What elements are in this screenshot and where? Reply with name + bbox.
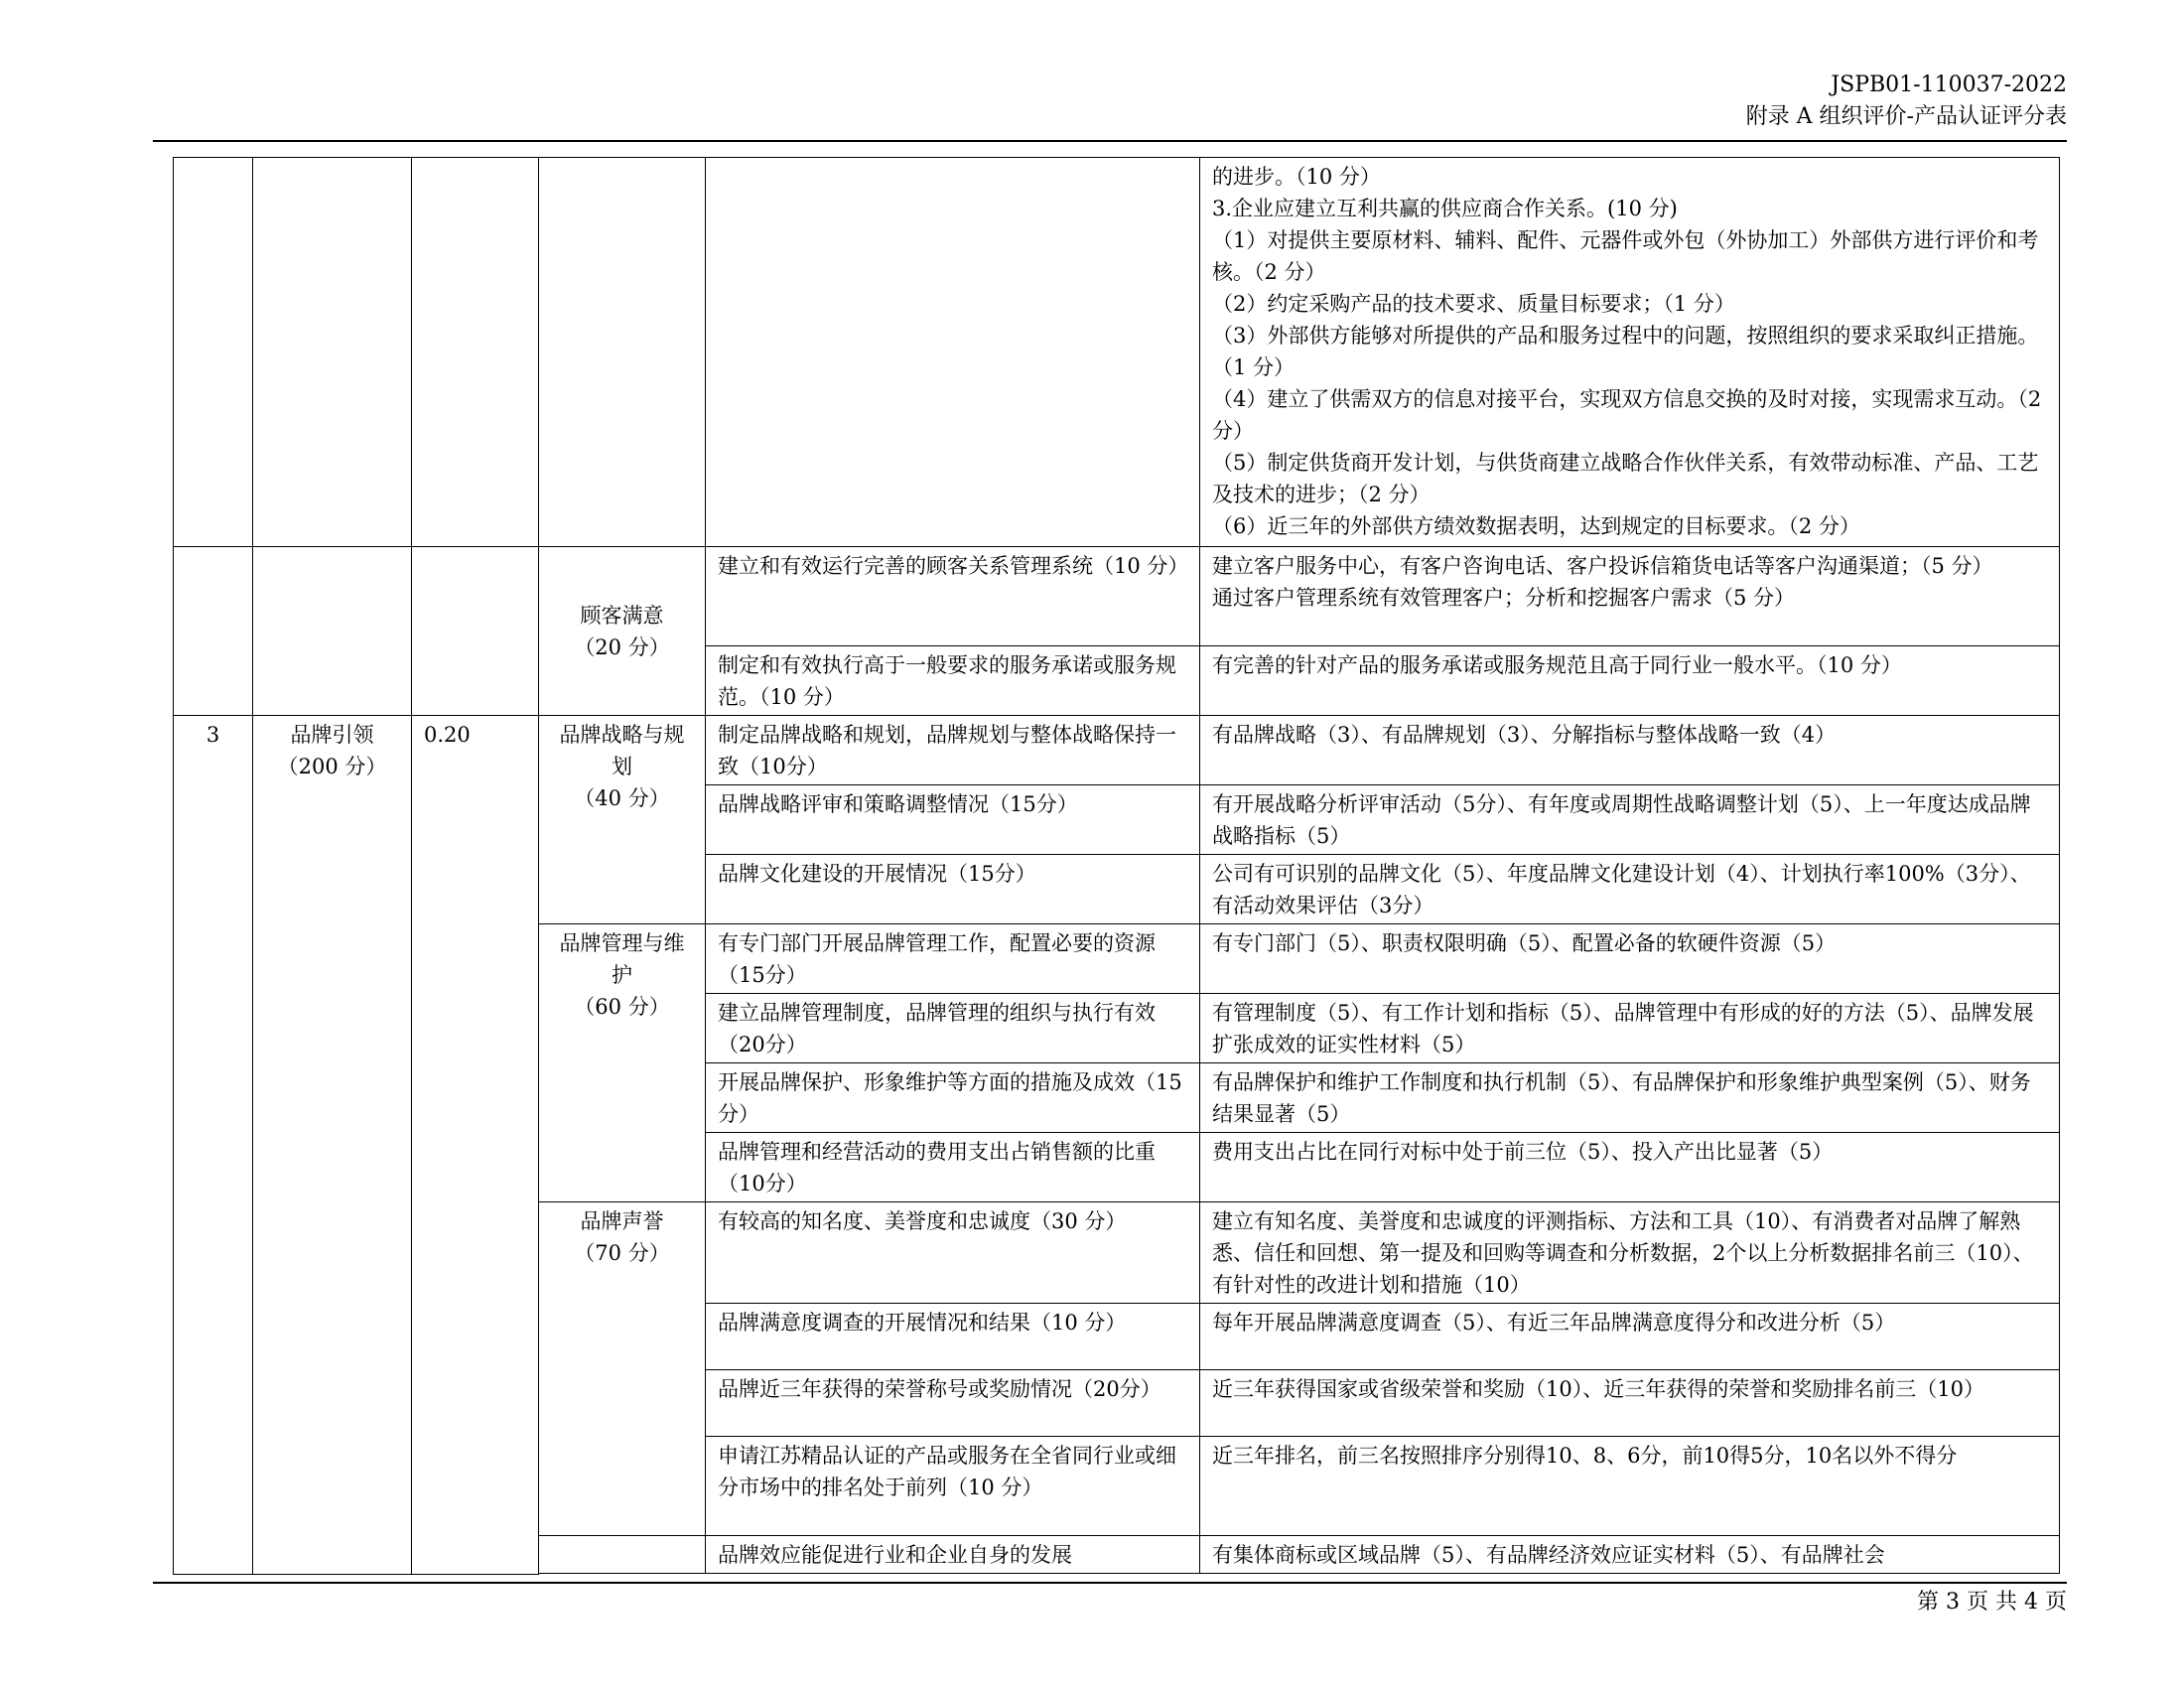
appendix-title: 附录 A 组织评价-产品认证评分表	[1745, 104, 2067, 129]
requirement-cell: 制定和有效执行高于一般要求的服务承诺或服务规范。（10 分）	[706, 646, 1200, 716]
item-cell-customer-satisfaction	[539, 547, 706, 716]
requirement-cell: 品牌效应能促进行业和企业自身的发展	[706, 1536, 1200, 1574]
criteria-cell: 有品牌保护和维护工作制度和执行机制（5）、有品牌保护和形象维护典型案例（5）、财务结果显著（5）	[1200, 1063, 2060, 1133]
weight-cell	[412, 158, 539, 547]
table-row	[174, 158, 2060, 547]
criteria-cell: 近三年获得国家或省级荣誉和奖励（10）、近三年获得的荣誉和奖励排名前三（10）	[1200, 1370, 2060, 1437]
item-score: （40 分）	[574, 786, 670, 810]
criteria-cell: 有专门部门（5）、职责权限明确（5）、配置必备的软硬件资源（5）	[1200, 924, 2060, 994]
criteria-cell: 近三年排名，前三名按照排序分别得10、8、6分，前10得5分，10名以外不得分	[1200, 1437, 2060, 1536]
item-name: 品牌管理与维护	[559, 931, 685, 987]
criteria-line: （1）对提供主要原材料、辅料、配件、元器件或外包（外协加工）外部供方进行评价和考核。（2 分）	[1212, 228, 2039, 284]
document-code: JSPB01-110037-2022	[1831, 72, 2067, 97]
requirement-cell: 品牌管理和经营活动的费用支出占销售额的比重（10分）	[706, 1133, 1200, 1202]
requirement-cell: 有较高的知名度、美誉度和忠诚度（30 分）	[706, 1202, 1200, 1304]
item-name: 顾客满意	[580, 604, 664, 628]
item-score: （20 分）	[574, 635, 670, 659]
requirement-cell: 品牌文化建设的开展情况（15分）	[706, 855, 1200, 924]
scoring-table	[173, 157, 2060, 1575]
requirement-cell: 建立品牌管理制度，品牌管理的组织与执行有效（20分）	[706, 994, 1200, 1063]
item-cell-brand-strategy	[539, 716, 706, 924]
criteria-line: （3）外部供方能够对所提供的产品和服务过程中的问题，按照组织的要求采取纠正措施。（1 分）	[1212, 324, 2039, 379]
footer-rule	[153, 1582, 2067, 1584]
criteria-cell: 建立有知名度、美誉度和忠诚度的评测指标、方法和工具（10）、有消费者对品牌了解熟悉、信任和回想、第一提及和回购等调查和分析数据，2个以上分析数据排名前三（10）、有针对性的改进计划和措施（10）	[1200, 1202, 2060, 1304]
no-cell	[174, 158, 253, 547]
criteria-line: 建立客户服务中心，有客户咨询电话、客户投诉信箱货电话等客户沟通渠道；（5 分）	[1212, 554, 1993, 578]
requirement-cell: 建立和有效运行完善的顾客关系管理系统（10 分）	[706, 547, 1200, 646]
criteria-cell	[1200, 158, 2060, 547]
item-score: （60 分）	[574, 995, 670, 1019]
weight-cell	[412, 547, 539, 716]
principle-cell	[253, 158, 412, 547]
item-name: 品牌声誉	[580, 1209, 664, 1233]
criteria-line: （5）制定供货商开发计划，与供货商建立战略合作伙伴关系，有效带动标准、产品、工艺及技术的进步；（2 分）	[1212, 451, 2039, 506]
criteria-line: （2）约定采购产品的技术要求、质量目标要求；（1 分）	[1212, 292, 1735, 316]
principle-name: 品牌引领	[290, 723, 374, 747]
spacer-cell	[539, 1574, 2060, 1575]
table-row	[174, 547, 2060, 646]
criteria-cell	[1200, 547, 2060, 646]
requirement-cell: 有专门部门开展品牌管理工作，配置必要的资源（15分）	[706, 924, 1200, 994]
item-cell-brand-management	[539, 924, 706, 1202]
criteria-line: （4）建立了供需双方的信息对接平台，实现双方信息交换的及时对接，实现需求互动。（2 分）	[1212, 387, 2042, 443]
no-cell	[174, 547, 253, 716]
requirement-cell: 品牌满意度调查的开展情况和结果（10 分）	[706, 1304, 1200, 1370]
item-cell	[539, 1536, 706, 1574]
criteria-cell: 每年开展品牌满意度调查（5）、有近三年品牌满意度得分和改进分析（5）	[1200, 1304, 2060, 1370]
page-number: 第 3 页 共 4 页	[1917, 1590, 2067, 1615]
requirement-cell: 制定品牌战略和规划，品牌规划与整体战略保持一致（10分）	[706, 716, 1200, 785]
criteria-cell: 公司有可识别的品牌文化（5）、年度品牌文化建设计划（4）、计划执行率100%（3分）、有活动效果评估（3分）	[1200, 855, 2060, 924]
spacer-cell	[174, 1574, 539, 1575]
section-number: 3	[174, 716, 253, 1575]
table-row	[174, 1574, 2060, 1575]
requirement-cell: 申请江苏精品认证的产品或服务在全省同行业或细分市场中的排名处于前列（10 分）	[706, 1437, 1200, 1536]
item-score: （70 分）	[574, 1241, 670, 1265]
weight-value: 0.20	[412, 716, 539, 1575]
table-row	[174, 716, 2060, 785]
criteria-cell: 有完善的针对产品的服务承诺或服务规范且高于同行业一般水平。（10 分）	[1200, 646, 2060, 716]
criteria-line: 通过客户管理系统有效管理客户；分析和挖掘客户需求（5 分）	[1212, 586, 1796, 610]
principle-cell	[253, 547, 412, 716]
header-rule	[153, 140, 2067, 142]
criteria-line: （6）近三年的外部供方绩效数据表明，达到规定的目标要求。（2 分）	[1212, 514, 1860, 538]
requirement-cell: 开展品牌保护、形象维护等方面的措施及成效（15分）	[706, 1063, 1200, 1133]
criteria-cell: 费用支出占比在同行对标中处于前三位（5）、投入产出比显著（5）	[1200, 1133, 2060, 1202]
principle-cell-brand	[253, 716, 412, 1575]
requirement-cell: 品牌战略评审和策略调整情况（15分）	[706, 785, 1200, 855]
principle-score: （200 分）	[277, 755, 387, 778]
item-cell-brand-reputation	[539, 1202, 706, 1536]
item-cell	[539, 158, 706, 547]
item-name: 品牌战略与规划	[559, 723, 685, 778]
criteria-cell: 有品牌战略（3）、有品牌规划（3）、分解指标与整体战略一致（4）	[1200, 716, 2060, 785]
criteria-line: 3.企业应建立互利共赢的供应商合作关系。(10 分)	[1212, 197, 1678, 220]
criteria-line: 的进步。（10 分）	[1212, 165, 1381, 189]
requirement-cell	[706, 158, 1200, 547]
criteria-cell: 有开展战略分析评审活动（5分）、有年度或周期性战略调整计划（5）、上一年度达成品牌战略指标（5）	[1200, 785, 2060, 855]
requirement-cell: 品牌近三年获得的荣誉称号或奖励情况（20分）	[706, 1370, 1200, 1437]
criteria-cell: 有管理制度（5）、有工作计划和指标（5）、品牌管理中有形成的好的方法（5）、品牌发展扩张成效的证实性材料（5）	[1200, 994, 2060, 1063]
criteria-cell: 有集体商标或区域品牌（5）、有品牌经济效应证实材料（5）、有品牌社会	[1200, 1536, 2060, 1574]
